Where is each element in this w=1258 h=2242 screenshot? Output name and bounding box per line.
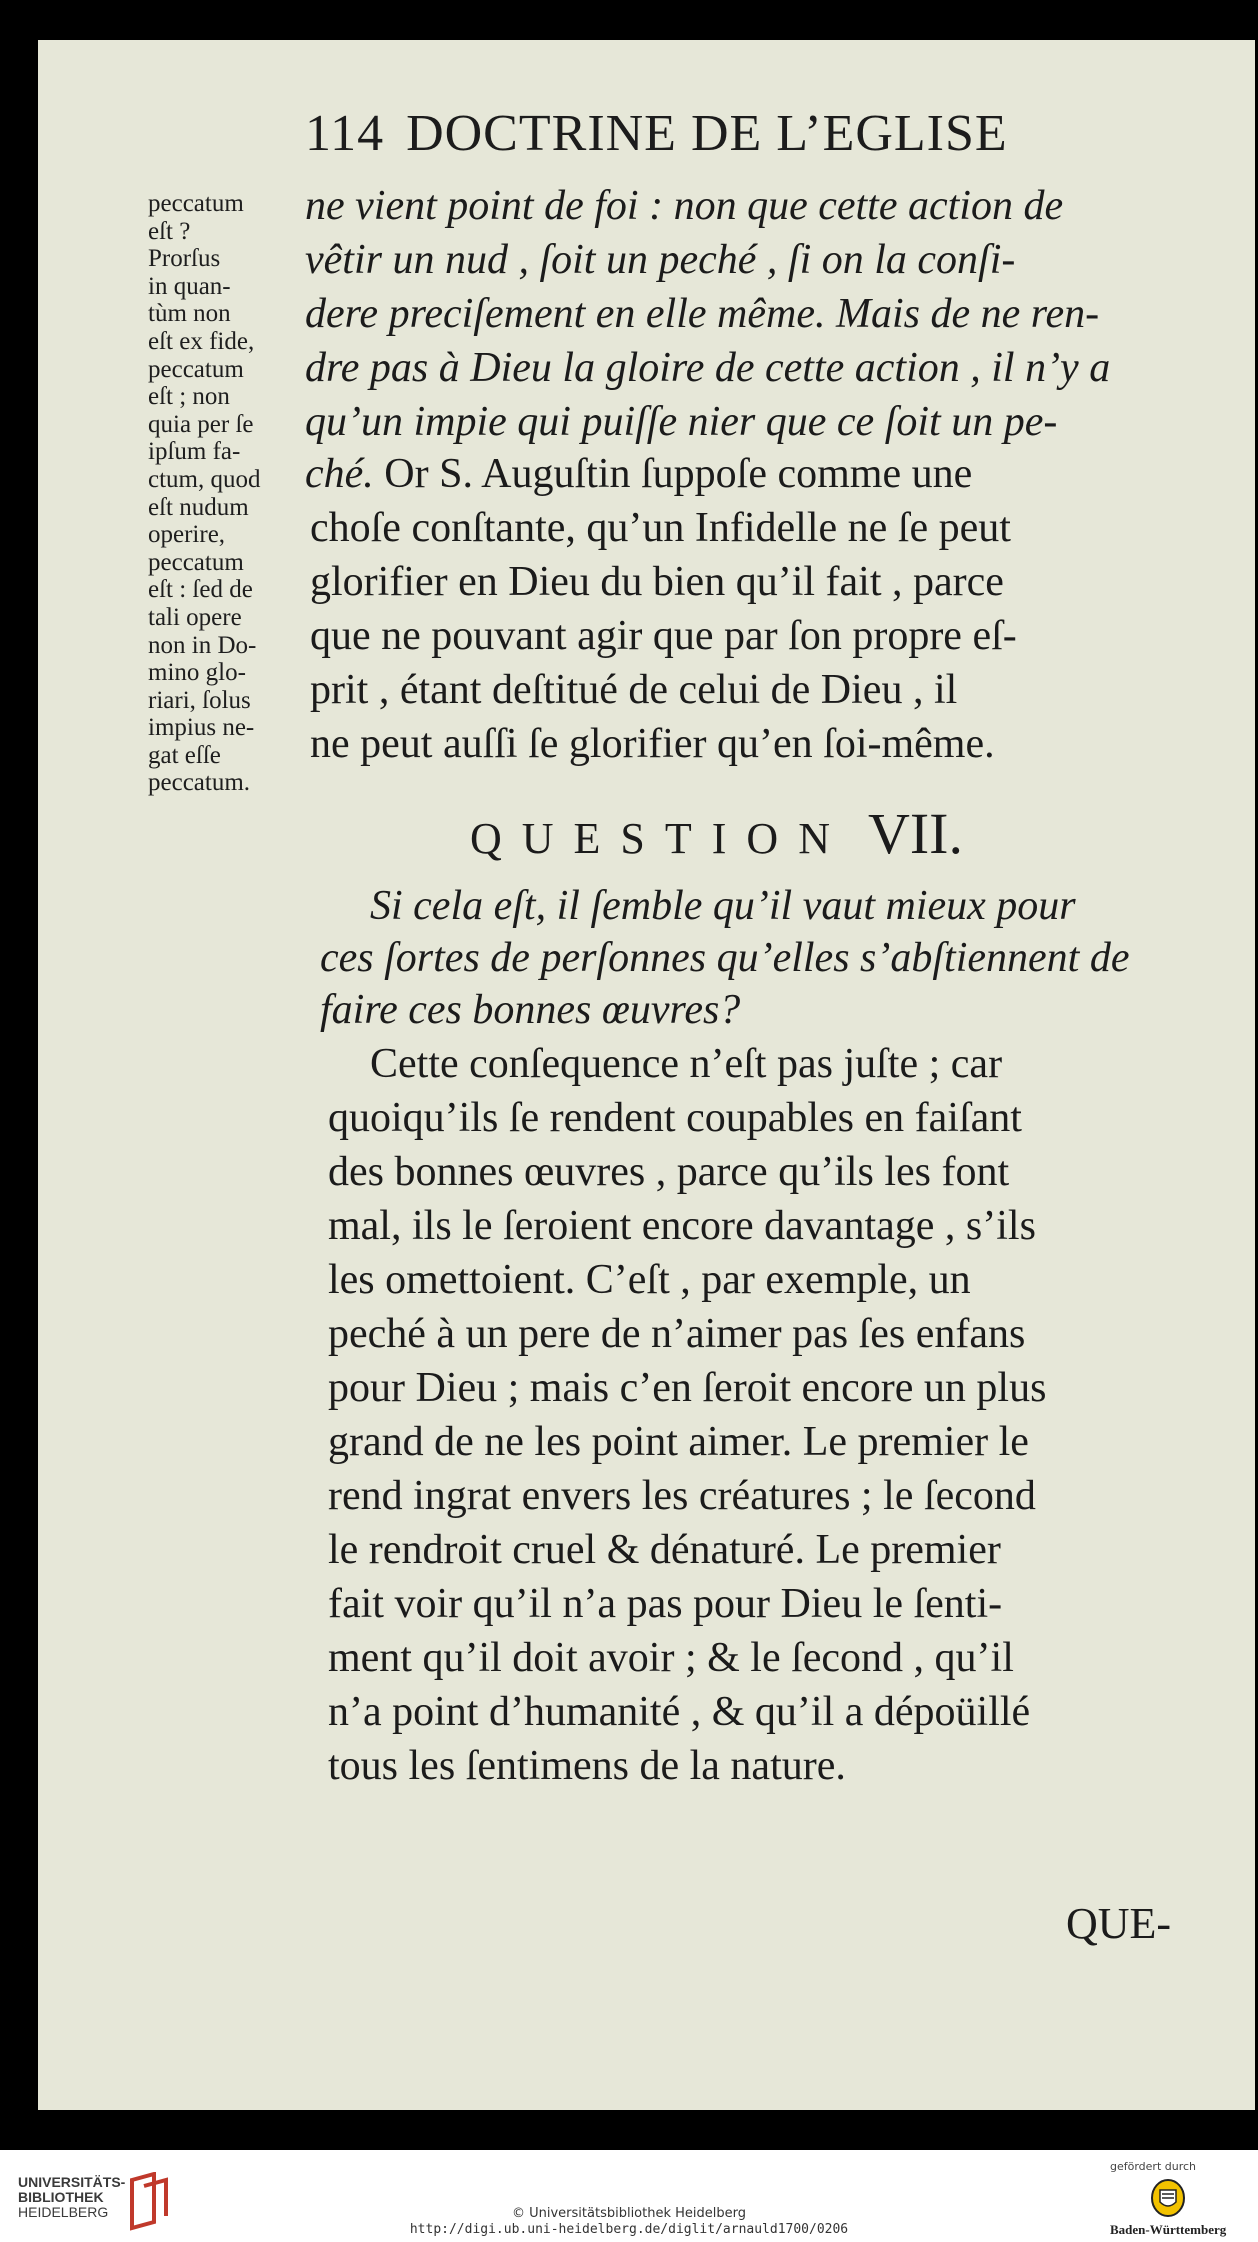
body-line: ne peut auſſi ſe glorifier qu’en ſoi-même. <box>310 721 995 767</box>
body-line: dere preciſement en elle même. Mais de ne ren- <box>305 291 1100 337</box>
funded-by-label: gefördert durch <box>1110 2160 1197 2173</box>
question-line: faire ces bonnes œuvres? <box>320 987 741 1033</box>
margin-note-line: tali opere <box>148 603 242 631</box>
library-name-line: HEIDELBERG <box>18 2204 109 2220</box>
answer-line: pour Dieu ; mais c’en ſeroit encore un plus <box>328 1365 1047 1411</box>
margin-note-line: peccatum <box>148 548 244 576</box>
answer-line: des bonnes œuvres , parce qu’ils les font <box>328 1149 1010 1195</box>
margin-note-line: mino glo- <box>148 659 246 687</box>
margin-note-line: eſt ? <box>148 217 191 245</box>
margin-note-line: ipſum fa- <box>148 438 241 466</box>
body-line: ché. Or S. Auguſtin ſuppoſe comme une <box>305 451 973 497</box>
question-line: Si cela eſt, il ſemble qu’il vaut mieux pour <box>370 883 1076 929</box>
margin-note-line: non in Do- <box>148 631 257 659</box>
answer-line: quoiqu’ils ſe rendent coupables en faiſant <box>328 1095 1022 1141</box>
margin-note-line: impius ne- <box>148 714 255 742</box>
body-line: glorifier en Dieu du bien qu’il fait , parce <box>310 559 1004 605</box>
body-line: vêtir un nud , ſoit un peché , ſi on la conſi- <box>305 237 1016 283</box>
baden-wuerttemberg-seal-icon <box>1150 2178 1186 2218</box>
question-number: VII. <box>867 801 963 866</box>
margin-note-line: eſt nudum <box>148 493 249 521</box>
copyright-text: © Universitätsbibliothek Heidelberg <box>511 2206 746 2221</box>
margin-note-line: gat eſſe <box>148 741 221 769</box>
answer-line: fait voir qu’il n’a pas pour Dieu le ſenti- <box>328 1581 1003 1627</box>
margin-note-line: peccatum <box>148 355 244 383</box>
margin-note-line: Prorſus <box>148 245 221 273</box>
margin-note-line: peccatum. <box>148 769 251 797</box>
margin-note-line: peccatum <box>148 190 244 217</box>
answer-line: n’a point d’humanité , & qu’il a dépoüillé <box>328 1689 1031 1735</box>
answer-line: Cette conſequence n’eſt pas juſte ; car <box>370 1041 1003 1087</box>
answer-line: grand de ne les point aimer. Le premier le <box>328 1419 1029 1465</box>
body-line: que ne pouvant agir que par ſon propre eſ- <box>310 613 1017 659</box>
margin-note-line: tùm non <box>148 300 231 328</box>
margin-note <box>148 190 298 797</box>
margin-note-line: operire, <box>148 521 226 549</box>
page-title: DOCTRINE DE L’EGLISE <box>406 105 1008 162</box>
body-line: prit , étant deſtitué de celui de Dieu , il <box>310 667 958 713</box>
answer-line: les omettoient. C’eſt , par exemple, un <box>328 1257 971 1303</box>
page-number: 114 <box>305 105 385 162</box>
answer-line: mal, ils le ſeroient encore davantage , s’ils <box>328 1203 1036 1249</box>
question-line: ces ſortes de perſonnes qu’elles s’abſtiennent de <box>320 935 1130 981</box>
margin-note-line: eſt : ſed de <box>148 576 253 604</box>
body-line: choſe conſtante, qu’un Infidelle ne ſe peut <box>310 505 1011 551</box>
margin-note-line: in quan- <box>148 272 231 300</box>
margin-note-line: eſt ; non <box>148 383 230 411</box>
answer-line: peché à un pere de n’aimer pas ſes enfans <box>328 1311 1026 1357</box>
margin-note-line: eſt ex fide, <box>148 327 255 355</box>
margin-note-line: riari, ſolus <box>148 686 251 714</box>
answer-line: le rendroit cruel & dénaturé. Le premier <box>328 1527 1001 1573</box>
running-head <box>305 104 1008 163</box>
answer-line: tous les ſentimens de la nature. <box>328 1743 846 1789</box>
library-name-line: UNIVERSITÄTS- <box>18 2174 126 2190</box>
question-word: QUESTION <box>470 814 850 863</box>
funder-name: Baden-Württemberg <box>1110 2222 1227 2237</box>
catchword: QUE- <box>1066 1899 1172 1948</box>
margin-note-line: ctum, quod <box>148 465 261 493</box>
body-line: qu’un impie qui puiſſe nier que ce ſoit un pe- <box>305 399 1058 445</box>
body-line: dre pas à Dieu la gloire de cette action , il n’y a <box>305 345 1111 391</box>
answer-line: ment qu’il doit avoir ; & le ſecond , qu’il <box>328 1635 1014 1681</box>
margin-note-line: quia per ſe <box>148 410 254 438</box>
library-name-line: BIBLIOTHEK <box>18 2189 104 2205</box>
answer-line: rend ingrat envers les créatures ; le ſecond <box>328 1473 1036 1519</box>
body-line: ne vient point de foi : non que cette action de <box>305 183 1064 229</box>
permalink[interactable]: http://digi.ub.uni-heidelberg.de/diglit/arnauld1700/0206 <box>409 2222 849 2237</box>
question-heading <box>470 800 963 867</box>
